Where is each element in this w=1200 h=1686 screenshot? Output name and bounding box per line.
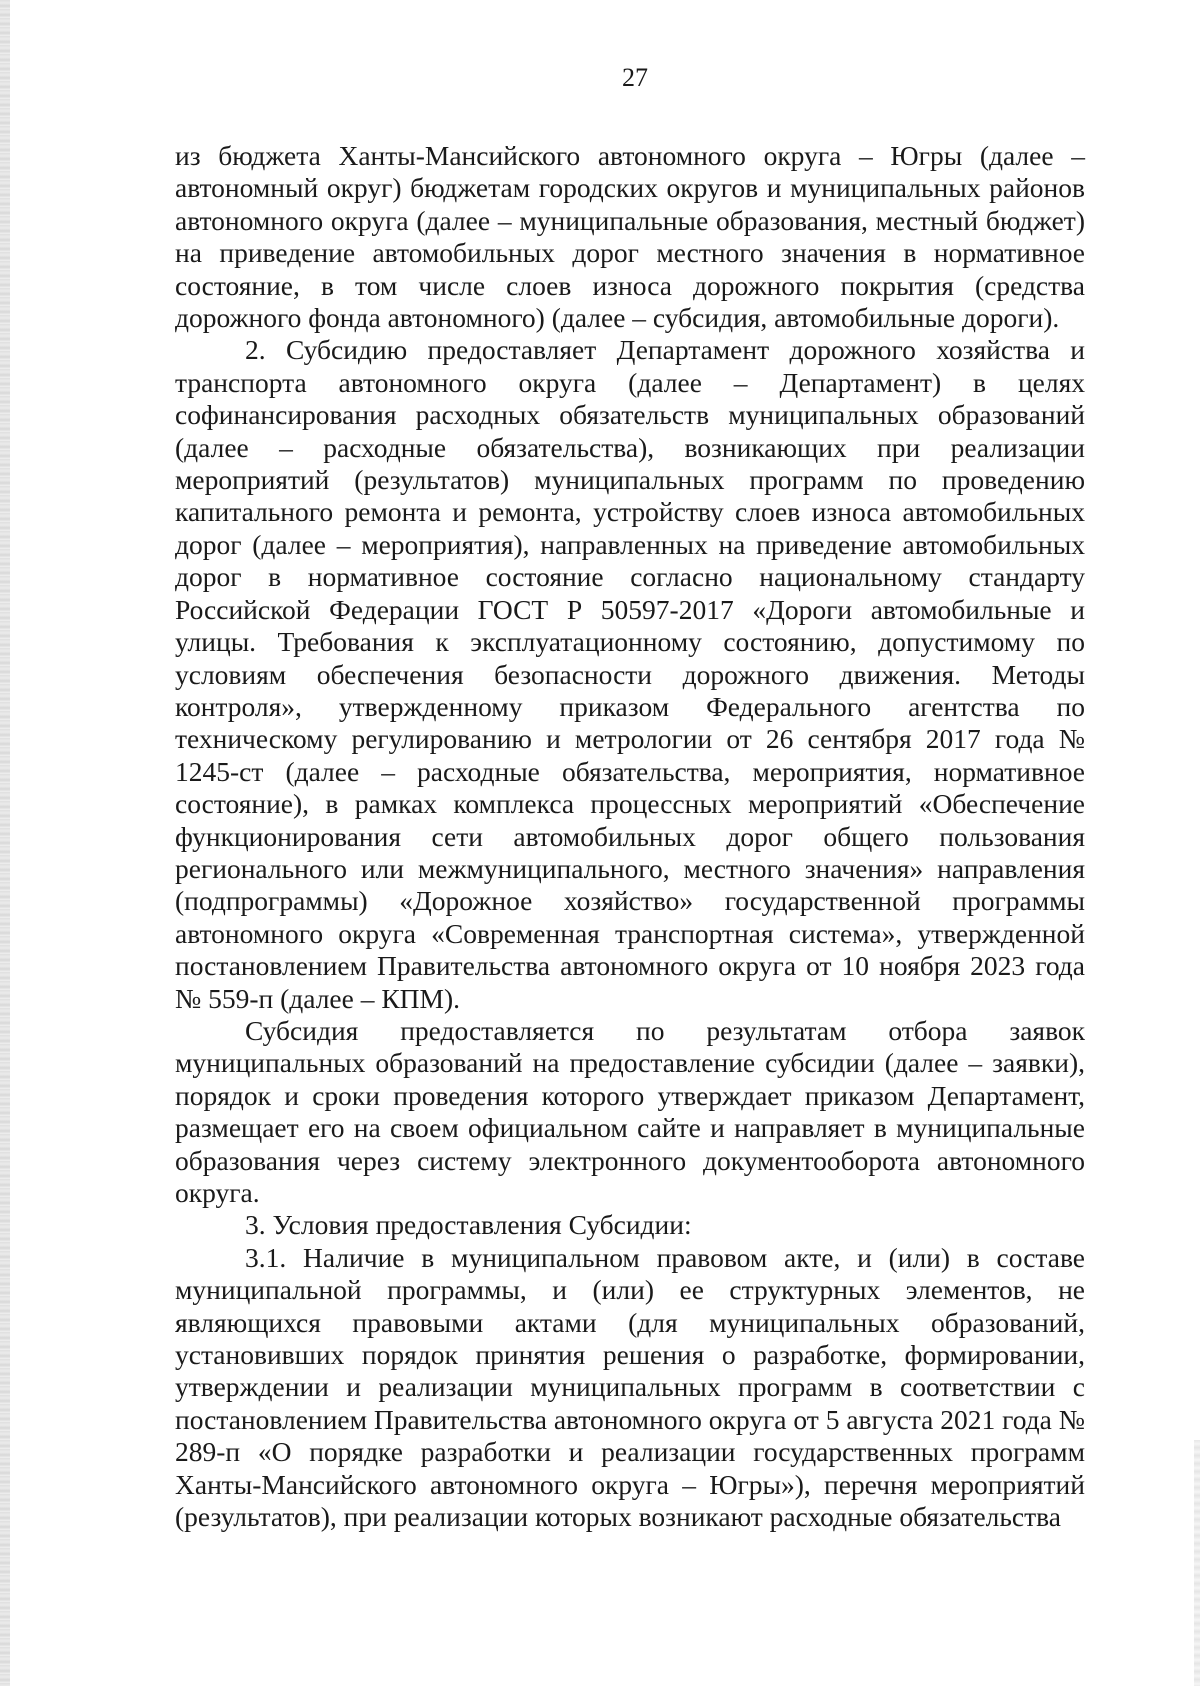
paragraph-item-3-heading: 3. Условия предоставления Субсидии: <box>245 1209 692 1241</box>
paragraph-subsidy-selection: Субсидия предоставляется по результатам отбора заявок муниципальных образований на предоставление субсидии (далее – заявки), порядок и сроки проведения которого утверждает приказом Департамент, размещает его на своем официальном сайте и направляет в муниципальные образования через систему электронного документооборота автономного округа. <box>175 1014 1085 1208</box>
page-number: 27 <box>622 63 648 92</box>
paragraph-intro: из бюджета Ханты-Мансийского автономного округа – Югры (далее – автономный округ) бюджетам городских округов и муниципальных районов автономного округа (далее – муниципальные образования, местный бюджет) на приведение автомобильных дорог местного значения в нормативное состояние, в том числе слоев износа дорожного покрытия (средства дорожного фонда автономного) (далее – субсидия, автомобильные дороги). <box>175 140 1085 334</box>
paragraph-item-3-1: 3.1. Наличие в муниципальном правовом акте, и (или) в составе муниципальной программы, и (или) ее структурных элементов, не являющихся правовыми актами (для муниципальных образований, установивших порядок принятия решения о разработке, формировании, утверждении и реализации муниципальных программ в соответствии с постановлением Правительства автономного округа от 5 августа 2021 года № 289-п «О порядке разработки и реализации государственных программ Ханты-Мансийского автономного округа – Югры»), перечня мероприятий (результатов), при реализации которых возникают расходные обязательства <box>175 1241 1085 1533</box>
scan-edge-right <box>1194 1440 1200 1686</box>
paragraph-item-2: 2. Субсидию предоставляет Департамент дорожного хозяйства и транспорта автономного округа (далее – Департамент) в целях софинансирования расходных обязательств муниципальных образований (далее – расходные обязательства), возникающих при реализации мероприятий (результатов) муниципальных программ по проведению капитального ремонта и ремонта, устройству слоев износа автомобильных дорог (далее – мероприятия), направленных на приведение автомобильных дорог в нормативное состояние согласно национальному стандарту Российской Федерации ГОСТ Р 50597-2017 «Дороги автомобильные и улицы. Требования к эксплуатационному состоянию, допустимому по условиям обеспечения безопасности дорожного движения. Методы контроля», утвержденному приказом Федерального агентства по техническому регулированию и метрологии от 26 сентября 2017 года № 1245-ст (далее – расходные обязательства, мероприятия, нормативное состояние), в рамках комплекса процессных мероприятий «Обеспечение функционирования сети автомобильных дорог общего пользования регионального или межмуниципального, местного значения» направления (подпрограммы) «Дорожное хозяйство» государственной программы автономного округа «Современная транспортная система», утвержденной постановлением Правительства автономного округа от 10 ноября 2023 года № 559-п (далее – КПМ). <box>175 334 1085 1014</box>
scan-edge-left <box>0 0 10 1686</box>
document-body <box>175 140 1085 1533</box>
